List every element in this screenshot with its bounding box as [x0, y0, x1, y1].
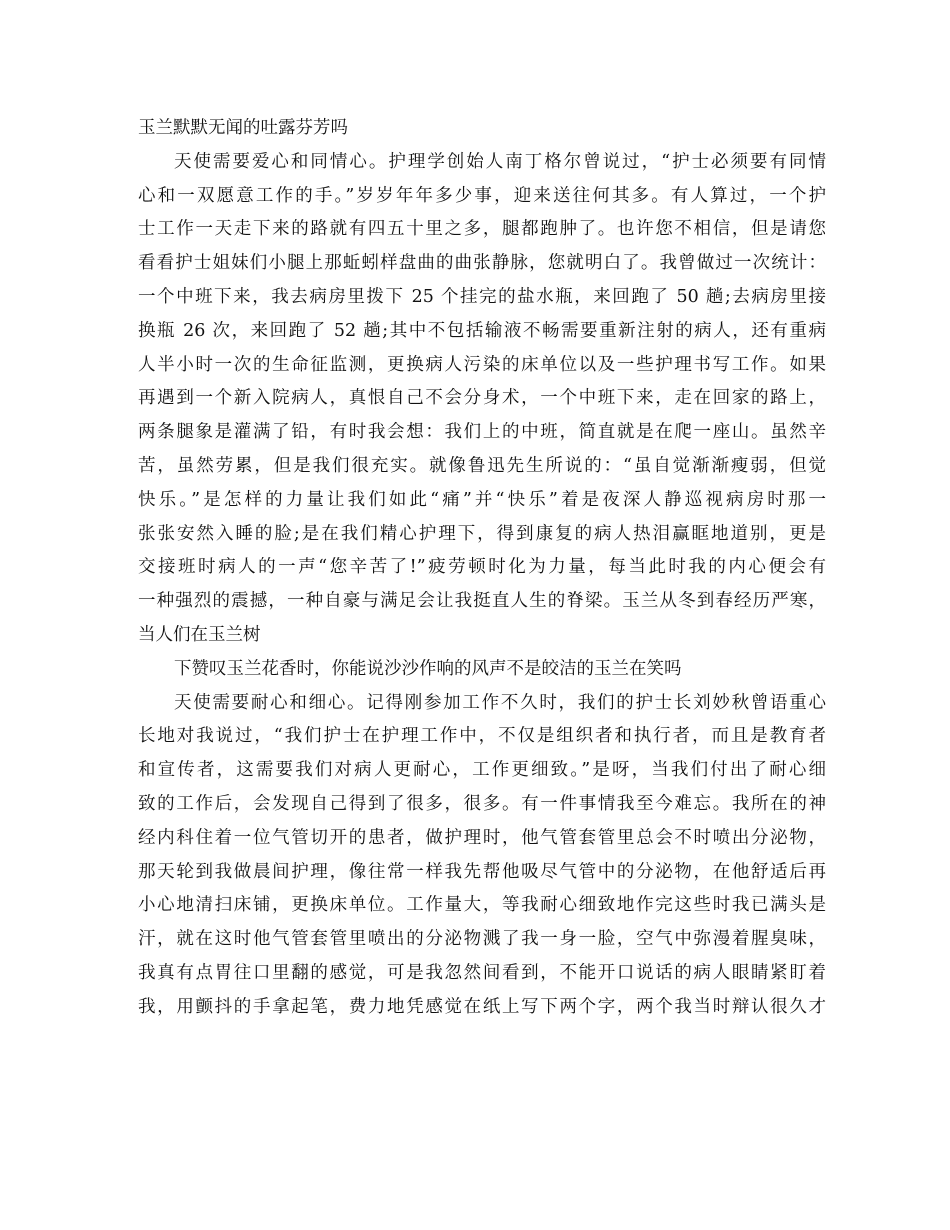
text-line: 快乐。”是怎样的力量让我们如此“痛”并“快乐”着是夜深人静巡视病房时那一 — [138, 489, 826, 510]
text-line: 小心地清扫床铺，更换床单位。工作量大，等我耐心细致地作完这些时我已满头是 — [138, 895, 826, 916]
text-line: 士工作一天走下来的路就有四五十里之多，腿都跑肿了。也许您不相信，但是请您 — [138, 219, 826, 240]
text-line: 玉兰默默无闻的吐露芬芳吗 — [138, 118, 348, 138]
text-line: 苦，虽然劳累，但是我们很充实。就像鲁迅先生所说的：“虽自觉渐渐瘦弱，但觉 — [138, 455, 826, 476]
text-line: 再遇到一个新入院病人，真恨自己不会分身术，一个中班下来，走在回家的路上， — [138, 388, 826, 409]
text-line: 我，用颤抖的手拿起笔，费力地凭感觉在纸上写下两个字，两个我当时辩认很久才 — [138, 996, 826, 1017]
text-line: 经内科住着一位气管切开的患者，做护理时，他气管套管里总会不时喷出分泌物， — [138, 827, 826, 848]
text-line: 天使需要爱心和同情心。护理学创始人南丁格尔曾说过，“护士必须要有同情 — [174, 151, 826, 172]
text-line: 长地对我说过，“我们护士在护理工作中，不仅是组织者和执行者，而且是教育者 — [138, 726, 826, 747]
text-line: 心和一双愿意工作的手。”岁岁年年多少事，迎来送往何其多。有人算过，一个护 — [138, 185, 826, 206]
text-line: 张张安然入睡的脸;是在我们精心护理下，得到康复的病人热泪赢眶地道别，更是 — [138, 523, 826, 544]
text-line: 换瓶 26 次，来回跑了 52 趟;其中不包括输液不畅需要重新注射的病人，还有重病 — [138, 320, 826, 341]
text-line: 一种强烈的震撼，一种自豪与满足会让我挺直人生的脊梁。玉兰从冬到春经历严寒， — [138, 591, 826, 612]
text-line: 和宣传者，这需要我们对病人更耐心，工作更细致。”是呀，当我们付出了耐心细 — [138, 760, 826, 781]
text-line: 汗，就在这时他气管套管里喷出的分泌物溅了我一身一脸，空气中弥漫着腥臭味， — [138, 929, 826, 950]
text-line: 人半小时一次的生命征监测，更换病人污染的床单位以及一些护理书写工作。如果 — [138, 354, 826, 375]
text-line: 当人们在玉兰树 — [138, 624, 261, 645]
text-line: 我真有点胃往口里翻的感觉，可是我忽然间看到，不能开口说话的病人眼睛紧盯着 — [138, 962, 826, 983]
text-line: 一个中班下来，我去病房里拨下 25 个挂完的盐水瓶，来回跑了 50 趟;去病房里接 — [138, 286, 826, 307]
text-line: 天使需要耐心和细心。记得刚参加工作不久时，我们的护士长刘妙秋曾语重心 — [174, 692, 826, 713]
text-line: 看看护士姐妹们小腿上那蚯蚓样盘曲的曲张静脉，您就明白了。我曾做过一次统计： — [138, 253, 826, 274]
text-line: 下赞叹玉兰花香时，你能说沙沙作响的风声不是皎洁的玉兰在笑吗 — [174, 658, 682, 679]
text-line: 那天轮到我做晨间护理，像往常一样我先帮他吸尽气管中的分泌物，在他舒适后再 — [138, 861, 826, 882]
text-line: 致的工作后，会发现自己得到了很多，很多。有一件事情我至今难忘。我所在的神 — [138, 793, 826, 814]
text-line: 交接班时病人的一声“您辛苦了!”疲劳顿时化为力量，每当此时我的内心便会有 — [138, 557, 826, 578]
text-line: 两条腿象是灌满了铅，有时我会想：我们上的中班，简直就是在爬一座山。虽然辛 — [138, 422, 826, 443]
document-body — [138, 112, 826, 1025]
